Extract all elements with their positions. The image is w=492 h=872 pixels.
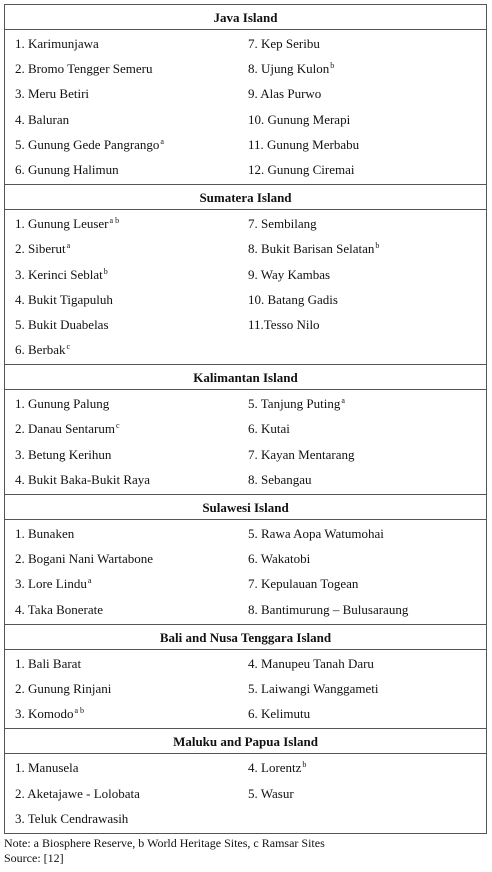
park-name: 7. Sembilang <box>248 216 317 232</box>
park-cell <box>5 416 248 441</box>
park-cell <box>248 755 486 780</box>
region-header: Sulawesi Island <box>5 495 486 520</box>
park-cell <box>248 262 486 287</box>
park-name: 4. Bukit Tigapuluh <box>15 291 113 307</box>
region-header: Maluku and Papua Island <box>5 729 486 754</box>
park-name: 3. Komodo <box>15 706 74 722</box>
park-cell <box>5 337 248 362</box>
table-row <box>5 107 486 132</box>
table-row <box>5 781 486 806</box>
designation-marker: b <box>302 760 307 770</box>
park-cell <box>5 107 248 132</box>
park-name: 5. Laiwangi Wanggameti <box>248 680 379 696</box>
table-row <box>5 236 486 261</box>
park-cell <box>248 597 486 622</box>
park-name: 2. Siberut <box>15 241 66 257</box>
note-legend: Note: a Biosphere Reserve, b World Heritage Sites, c Ramsar Sites <box>4 836 325 850</box>
park-cell <box>248 287 486 312</box>
region-park-list <box>5 754 486 833</box>
designation-marker: b <box>103 266 108 276</box>
designation-marker: c <box>116 421 120 431</box>
table-row <box>5 597 486 622</box>
park-name: 4. Bukit Baka-Bukit Raya <box>15 471 151 487</box>
table-row <box>5 701 486 726</box>
park-cell <box>5 31 248 56</box>
park-cell <box>248 651 486 676</box>
park-name: 12. Gunung Ciremai <box>248 161 355 177</box>
park-name: 6. Berbak <box>15 342 66 358</box>
park-name: 11.Tesso Nilo <box>248 316 320 332</box>
park-cell <box>5 467 248 492</box>
park-cell <box>5 571 248 596</box>
park-name: 2. Danau Sentarum <box>15 421 116 437</box>
park-cell <box>5 781 248 806</box>
region-header: Kalimantan Island <box>5 365 486 390</box>
region-header: Bali and Nusa Tenggara Island <box>5 625 486 650</box>
park-name: 4. Baluran <box>15 111 70 127</box>
park-name: 8. Bantimurung – Bulusaraung <box>248 601 409 617</box>
table-row <box>5 287 486 312</box>
park-name: 1. Manusela <box>15 760 79 776</box>
park-name: 5. Gunung Gede Pangrango <box>15 136 160 152</box>
table-row <box>5 755 486 780</box>
table-row <box>5 676 486 701</box>
region-header: Sumatera Island <box>5 185 486 210</box>
park-cell <box>248 571 486 596</box>
park-name: 1. Gunung Leuser <box>15 216 109 232</box>
park-name: 6. Kelimutu <box>248 706 311 722</box>
note-source: Source: [12] <box>4 851 64 865</box>
table-row <box>5 416 486 441</box>
park-cell <box>248 31 486 56</box>
park-cell <box>248 701 486 726</box>
table-row <box>5 56 486 81</box>
table-row <box>5 337 486 362</box>
table-row <box>5 312 486 337</box>
park-cell <box>5 806 248 831</box>
park-cell <box>5 521 248 546</box>
park-name: 3. Meru Betiri <box>15 86 90 102</box>
park-cell <box>248 81 486 106</box>
park-name: 1. Gunung Palung <box>15 396 110 412</box>
park-cell <box>5 312 248 337</box>
park-cell <box>248 546 486 571</box>
park-name: 6. Kutai <box>248 421 290 437</box>
park-cell <box>5 651 248 676</box>
park-name: 5. Bukit Duabelas <box>15 316 109 332</box>
designation-marker: b <box>330 61 335 71</box>
park-cell <box>248 442 486 467</box>
table-row <box>5 651 486 676</box>
park-cell <box>248 312 486 337</box>
park-cell <box>248 56 486 81</box>
park-name: 2. Bogani Nani Wartabone <box>15 551 154 567</box>
park-cell <box>5 442 248 467</box>
park-name: 6. Gunung Halimun <box>15 161 119 177</box>
park-name: 5. Wasur <box>248 785 294 801</box>
region-park-list <box>5 30 486 185</box>
table-row <box>5 442 486 467</box>
designation-marker: a <box>66 241 71 251</box>
park-cell <box>248 676 486 701</box>
park-name: 7. Kepulauan Togean <box>248 576 359 592</box>
park-name: 4. Taka Bonerate <box>15 601 104 617</box>
park-cell <box>5 701 248 726</box>
park-name: 9. Way Kambas <box>248 266 331 282</box>
park-cell <box>5 391 248 416</box>
park-name: 2. Aketajawe - Lolobata <box>15 785 140 801</box>
park-cell <box>248 467 486 492</box>
region-park-list <box>5 520 486 625</box>
table-row <box>5 211 486 236</box>
park-cell <box>248 806 486 831</box>
park-name: 1. Bunaken <box>15 526 75 541</box>
park-name: 4. Manupeu Tanah Daru <box>248 655 374 671</box>
park-name: 5. Rawa Aopa Watumohai <box>248 526 384 541</box>
designation-marker: c <box>66 342 71 352</box>
park-name: 3. Teluk Cendrawasih <box>15 810 129 826</box>
park-name: 8. Bukit Barisan Selatan <box>248 241 375 257</box>
national-parks-table <box>4 4 487 834</box>
park-name: 10. Gunung Merapi <box>248 111 351 127</box>
park-name: 5. Tanjung Puting <box>248 396 341 412</box>
park-cell <box>5 597 248 622</box>
designation-marker: a <box>341 396 345 406</box>
park-name: 4. Lorentz <box>248 760 302 776</box>
park-name: 8. Ujung Kulon <box>248 61 330 77</box>
park-cell <box>248 337 486 362</box>
park-cell <box>5 236 248 261</box>
park-cell <box>248 132 486 157</box>
park-cell <box>5 81 248 106</box>
park-cell <box>5 287 248 312</box>
table-row <box>5 391 486 416</box>
designation-marker: a b <box>74 706 85 716</box>
table-row <box>5 157 486 182</box>
park-name: 11. Gunung Merbabu <box>248 136 360 152</box>
designation-marker: a b <box>109 216 120 226</box>
park-cell <box>5 676 248 701</box>
park-cell <box>5 56 248 81</box>
region-header: Java Island <box>5 5 486 30</box>
park-name: 7. Kayan Mentarang <box>248 446 355 462</box>
region-park-list <box>5 210 486 365</box>
park-cell <box>248 416 486 441</box>
park-name: 3. Lore Lindu <box>15 576 87 592</box>
park-cell <box>248 781 486 806</box>
table-row <box>5 467 486 492</box>
region-park-list <box>5 390 486 495</box>
park-cell <box>248 391 486 416</box>
park-name: 3. Kerinci Seblat <box>15 266 103 282</box>
park-name: 3. Betung Kerihun <box>15 446 112 462</box>
table-row <box>5 806 486 831</box>
table-row <box>5 132 486 157</box>
park-name: 1. Karimunjawa <box>15 36 99 51</box>
park-cell <box>5 546 248 571</box>
park-name: 7. Kep Seribu <box>248 36 320 51</box>
park-name: 10. Batang Gadis <box>248 291 338 307</box>
designation-marker: a <box>160 136 164 146</box>
park-name: 8. Sebangau <box>248 471 312 487</box>
park-name: 2. Bromo Tengger Semeru <box>15 61 153 77</box>
park-cell <box>248 107 486 132</box>
park-cell <box>5 755 248 780</box>
park-name: 2. Gunung Rinjani <box>15 680 112 696</box>
table-row <box>5 262 486 287</box>
park-name: 1. Bali Barat <box>15 655 82 671</box>
designation-marker: b <box>375 241 380 251</box>
table-row <box>5 571 486 596</box>
park-cell <box>5 211 248 236</box>
table-row <box>5 521 486 546</box>
park-cell <box>5 262 248 287</box>
park-cell <box>248 236 486 261</box>
table-row <box>5 31 486 56</box>
park-cell <box>5 132 248 157</box>
park-name: 9. Alas Purwo <box>248 86 322 102</box>
table-note <box>4 836 325 866</box>
region-park-list <box>5 650 486 730</box>
park-cell <box>5 157 248 182</box>
park-name: 6. Wakatobi <box>248 551 311 567</box>
table-row <box>5 546 486 571</box>
designation-marker: a <box>87 576 92 586</box>
park-cell <box>248 157 486 182</box>
park-cell <box>248 211 486 236</box>
table-row <box>5 81 486 106</box>
park-cell <box>248 521 486 546</box>
